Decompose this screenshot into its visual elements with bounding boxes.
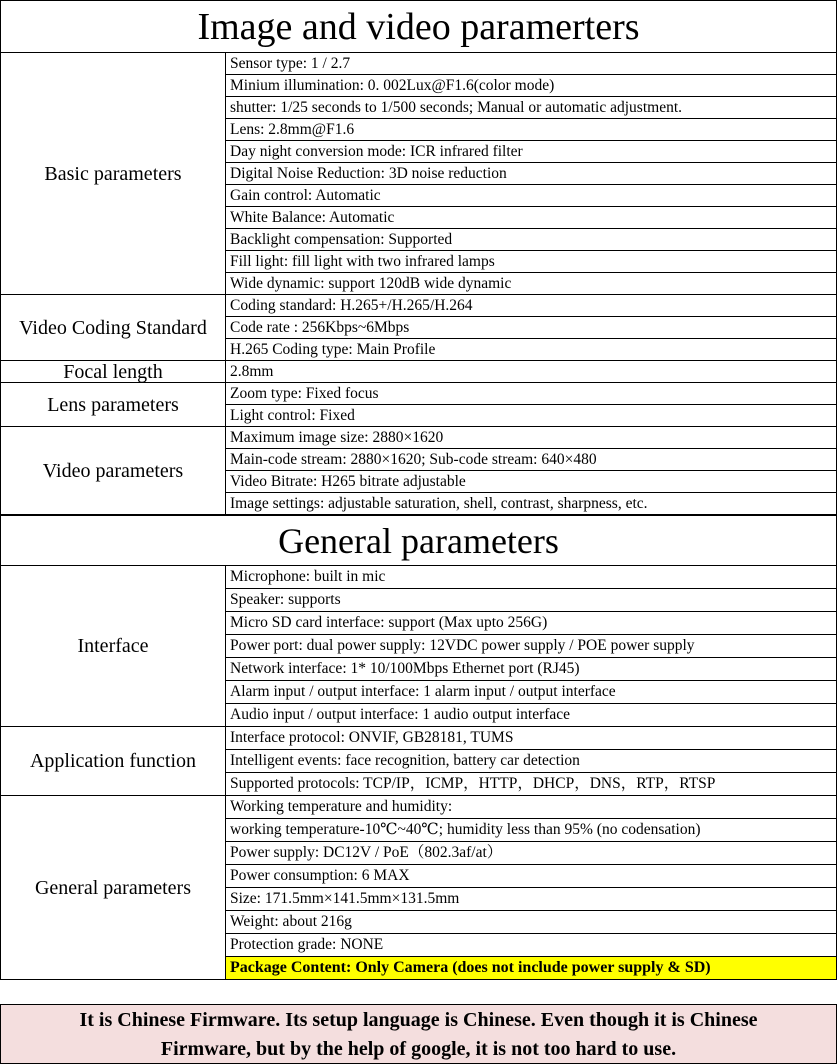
package-content-highlight: Package Content: Only Camera (does not include power supply & SD) [226,957,837,980]
section-title-general: General parameters [0,515,837,565]
category-label: General parameters [1,796,226,980]
general-table [0,565,837,980]
spec-value: H.265 Coding type: Main Profile [226,339,837,361]
category-label: Basic parameters [1,53,226,295]
section-title-image-video: Image and video paramerters [0,0,837,52]
table-row [1,566,837,589]
spec-value: Size: 171.5mm×141.5mm×131.5mm [226,888,837,911]
spec-value: Weight: about 216g [226,911,837,934]
spec-value: Image settings: adjustable saturation, shell, contrast, sharpness, etc. [226,493,837,515]
spec-value: Power port: dual power supply: 12VDC power supply / POE power supply [226,635,837,658]
spec-value: Audio input / output interface: 1 audio output interface [226,704,837,727]
spec-value: Main-code stream: 2880×1620; Sub-code stream: 640×480 [226,449,837,471]
spec-value: Protection grade: NONE [226,934,837,957]
category-label: Lens parameters [1,383,226,427]
table-row [1,383,837,405]
table-row [1,295,837,317]
spec-value: working temperature-10℃~40℃; humidity less than 95% (no codensation) [226,819,837,842]
spec-value: Code rate : 256Kbps~6Mbps [226,317,837,339]
table-row [1,361,837,383]
spec-value: Microphone: built in mic [226,566,837,589]
category-label: Video parameters [1,427,226,515]
spec-value: Maximum image size: 2880×1620 [226,427,837,449]
spec-value: Power supply: DC12V / PoE（802.3af/at） [226,842,837,865]
spec-value: Zoom type: Fixed focus [226,383,837,405]
spec-value: Day night conversion mode: ICR infrared filter [226,141,837,163]
spec-value: Supported protocols: TCP/IP，ICMP，HTTP，DHCP，DNS，RTP，RTSP [226,773,837,796]
firmware-notice [0,1004,837,1064]
table-row [1,727,837,750]
category-label: Focal length [1,361,226,383]
category-label: Application function [1,727,226,796]
spec-value: Light control: Fixed [226,405,837,427]
spec-value: Minium illumination: 0. 002Lux@F1.6(color mode) [226,75,837,97]
spec-value: Backlight compensation: Supported [226,229,837,251]
category-label: Video Coding Standard [1,295,226,361]
spec-value: Sensor type: 1 / 2.7 [226,53,837,75]
spec-value: Power consumption: 6 MAX [226,865,837,888]
spec-value: Wide dynamic: support 120dB wide dynamic [226,273,837,295]
spec-value: Alarm input / output interface: 1 alarm input / output interface [226,681,837,704]
notice-line-2: Firmware, but by the help of google, it is not too hard to use. [160,1038,677,1060]
spec-value: Network interface: 1* 10/100Mbps Ethernet port (RJ45) [226,658,837,681]
table-row [1,53,837,75]
spec-value: Digital Noise Reduction: 3D noise reduction [226,163,837,185]
spec-value: Intelligent events: face recognition, battery car detection [226,750,837,773]
spec-value: Working temperature and humidity: [226,796,837,819]
spec-value: Speaker: supports [226,589,837,612]
spec-value: Fill light: fill light with two infrared lamps [226,251,837,273]
spec-value: Micro SD card interface: support (Max upto 256G) [226,612,837,635]
spec-value: shutter: 1/25 seconds to 1/500 seconds; Manual or automatic adjustment. [226,97,837,119]
notice-line-1: It is Chinese Firmware. Its setup language is Chinese. Even though it is Chinese [79,1009,758,1031]
spec-value: White Balance: Automatic [226,207,837,229]
spec-value: 2.8mm [226,361,837,383]
spec-value: Coding standard: H.265+/H.265/H.264 [226,295,837,317]
spec-value: Lens: 2.8mm@F1.6 [226,119,837,141]
category-label: Interface [1,566,226,727]
table-row [1,796,837,819]
spec-value: Interface protocol: ONVIF, GB28181, TUMS [226,727,837,750]
spec-value: Video Bitrate: H265 bitrate adjustable [226,471,837,493]
image-video-table [0,52,837,515]
table-row [1,427,837,449]
spec-value: Gain control: Automatic [226,185,837,207]
